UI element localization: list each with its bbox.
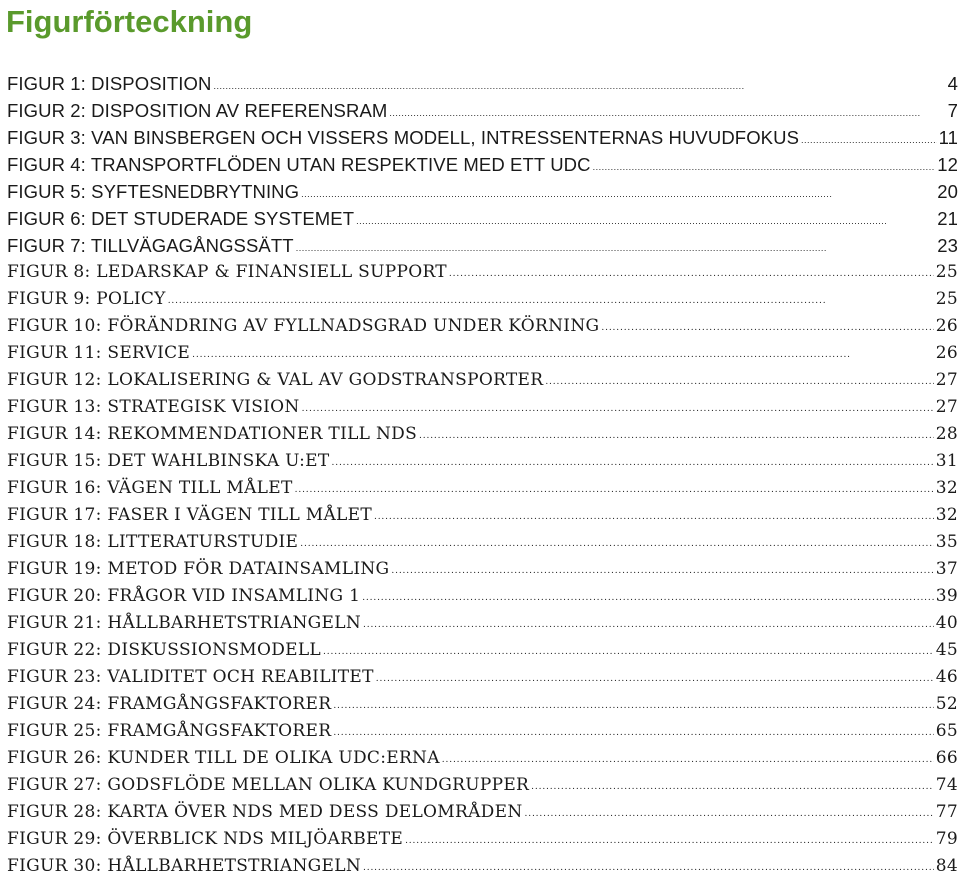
dot-leader	[302, 396, 934, 423]
toc-entry[interactable]	[7, 637, 958, 664]
toc-entry[interactable]	[7, 583, 958, 610]
dot-leader	[389, 100, 942, 127]
toc-entry-page-number: 32	[935, 505, 958, 526]
toc-entry-page-number: 7	[947, 100, 958, 122]
toc-entry[interactable]	[7, 826, 958, 853]
dot-leader	[525, 801, 934, 828]
toc-entry-label: FIGUR 30: HÅLLBARHETSTRIANGELN	[7, 856, 362, 877]
toc-entry[interactable]	[7, 70, 958, 97]
toc-entry-page-number: 28	[935, 424, 958, 445]
toc-entry-label: FIGUR 16: VÄGEN TILL MÅLET	[7, 478, 293, 499]
toc-entry-label: FIGUR 10: FÖRÄNDRING AV FYLLNADSGRAD UNDER KÖRNING	[7, 316, 600, 337]
toc-entry-page-number: 25	[935, 289, 958, 310]
dot-leader	[376, 666, 934, 693]
toc-entry-label: FIGUR 4: TRANSPORTFLÖDEN UTAN RESPEKTIVE MED ETT UDC	[7, 154, 591, 176]
dot-leader	[301, 181, 935, 208]
toc-entry[interactable]	[7, 205, 958, 232]
dot-leader	[323, 639, 934, 666]
toc-entry-page-number: 4	[947, 73, 958, 94]
toc-entry-page-number: 31	[935, 451, 958, 472]
dot-leader	[545, 369, 933, 396]
dot-leader	[362, 585, 934, 612]
toc-entry-page-number: 40	[935, 613, 958, 634]
toc-entry-page-number: 45	[935, 640, 958, 661]
toc-entry-label: FIGUR 9: POLICY	[7, 289, 166, 310]
toc-entry-label: FIGUR 1: DISPOSITION	[7, 73, 212, 94]
toc-entry[interactable]	[7, 772, 958, 799]
toc-entry-page-number: 66	[935, 748, 958, 769]
toc-entry-label: FIGUR 22: DISKUSSIONSMODELL	[7, 640, 322, 661]
dot-leader	[296, 235, 936, 262]
dot-leader	[363, 612, 934, 639]
toc-entry-label: FIGUR 8: LEDARSKAP & FINANSIELL SUPPORT	[7, 262, 447, 283]
toc-entry-page-number: 20	[937, 181, 958, 203]
toc-entry[interactable]	[7, 610, 958, 637]
toc-entry-page-number: 12	[937, 154, 958, 176]
toc-entry-label: FIGUR 27: GODSFLÖDE MELLAN OLIKA KUNDGRUPPER	[7, 775, 530, 796]
dot-leader	[593, 154, 936, 181]
toc-entry-label: FIGUR 28: KARTA ÖVER NDS MED DESS DELOMRÅDEN	[7, 802, 523, 823]
toc-entry[interactable]	[7, 421, 958, 448]
toc-entry[interactable]	[7, 448, 958, 475]
toc-entry-label: FIGUR 5: SYFTESNEDBRYTNING	[7, 181, 300, 203]
toc-entry-page-number: 21	[937, 208, 958, 230]
toc-entry-page-number: 39	[935, 586, 958, 607]
toc-entry-page-number: 74	[935, 775, 958, 796]
toc-entry-page-number: 84	[935, 856, 958, 877]
dot-leader	[374, 504, 934, 531]
toc-entry-label: FIGUR 14: REKOMMENDATIONER TILL NDS	[7, 424, 418, 445]
toc-entry[interactable]	[7, 664, 958, 691]
dot-leader	[192, 342, 934, 369]
dot-leader	[356, 208, 935, 235]
toc-entry-label: FIGUR 7: TILLVÄGAGÅNGSSÄTT	[7, 235, 294, 257]
toc-entry-label: FIGUR 11: SERVICE	[7, 343, 191, 364]
toc-entry-label: FIGUR 21: HÅLLBARHETSTRIANGELN	[7, 613, 362, 634]
toc-entry[interactable]	[7, 529, 958, 556]
toc-entry-page-number: 46	[935, 667, 958, 688]
toc-entry[interactable]	[7, 151, 958, 178]
toc-entry[interactable]	[7, 718, 958, 745]
toc-entry[interactable]	[7, 556, 958, 583]
toc-entry[interactable]	[7, 745, 958, 772]
dot-leader	[168, 288, 934, 315]
toc-entry-label: FIGUR 25: FRAMGÅNGSFAKTORER	[7, 721, 332, 742]
figure-list	[7, 70, 958, 880]
dot-leader	[332, 450, 934, 477]
dot-leader	[801, 127, 937, 154]
toc-entry[interactable]	[7, 799, 958, 826]
toc-entry-label: FIGUR 2: DISPOSITION AV REFERENSRAM	[7, 100, 388, 122]
toc-entry-page-number: 27	[935, 397, 958, 418]
toc-entry[interactable]	[7, 853, 958, 880]
toc-entry[interactable]	[7, 97, 958, 124]
dot-leader	[391, 558, 933, 585]
dot-leader	[449, 261, 934, 288]
toc-entry-page-number: 32	[935, 478, 958, 499]
toc-entry[interactable]	[7, 367, 958, 394]
toc-entry-label: FIGUR 24: FRAMGÅNGSFAKTORER	[7, 694, 332, 715]
toc-entry[interactable]	[7, 286, 958, 313]
toc-entry[interactable]	[7, 691, 958, 718]
toc-entry-page-number: 35	[935, 532, 958, 553]
toc-entry-label: FIGUR 26: KUNDER TILL DE OLIKA UDC:ERNA	[7, 748, 440, 769]
toc-entry-label: FIGUR 15: DET WAHLBINSKA U:ET	[7, 451, 330, 472]
toc-entry-page-number: 25	[935, 262, 958, 283]
dot-leader	[214, 73, 943, 100]
dot-leader	[363, 855, 934, 882]
toc-entry-page-number: 27	[935, 370, 958, 391]
toc-entry-label: FIGUR 18: LITTERATURSTUDIE	[7, 532, 299, 553]
toc-entry-page-number: 77	[935, 802, 958, 823]
toc-entry-label: FIGUR 29: ÖVERBLICK NDS MILJÖARBETE	[7, 829, 404, 850]
toc-entry-page-number: 23	[937, 235, 958, 257]
toc-entry-label: FIGUR 12: LOKALISERING & VAL AV GODSTRANSPORTER	[7, 370, 544, 391]
toc-entry-label: FIGUR 17: FASER I VÄGEN TILL MÅLET	[7, 505, 372, 526]
dot-leader	[300, 531, 933, 558]
toc-entry[interactable]	[7, 475, 958, 502]
toc-entry-page-number: 79	[935, 829, 958, 850]
toc-entry-label: FIGUR 23: VALIDITET OCH REABILITET	[7, 667, 374, 688]
toc-entry-page-number: 26	[935, 316, 958, 337]
toc-entry-label: FIGUR 3: VAN BINSBERGEN OCH VISSERS MODELL, INTRESSENTERNAS HUVUDFOKUS	[7, 127, 800, 149]
toc-entry[interactable]	[7, 259, 958, 286]
dot-leader	[333, 720, 933, 747]
dot-leader	[295, 477, 934, 504]
toc-entry-label: FIGUR 6: DET STUDERADE SYSTEMET	[7, 208, 355, 230]
dot-leader	[601, 315, 933, 342]
toc-entry[interactable]	[7, 178, 958, 205]
dot-leader	[333, 693, 933, 720]
toc-entry-page-number: 26	[935, 343, 958, 364]
dot-leader	[442, 747, 934, 774]
toc-entry-label: FIGUR 13: STRATEGISK VISION	[7, 397, 300, 418]
toc-entry-page-number: 11	[938, 127, 958, 149]
page-title: Figurförteckning	[6, 4, 253, 39]
toc-entry[interactable]	[7, 340, 958, 367]
toc-entry-page-number: 65	[935, 721, 958, 742]
toc-entry-label: FIGUR 19: METOD FÖR DATAINSAMLING	[7, 559, 390, 580]
toc-entry[interactable]	[7, 232, 958, 259]
toc-entry[interactable]	[7, 502, 958, 529]
dot-leader	[531, 774, 934, 801]
toc-entry[interactable]	[7, 313, 958, 340]
toc-entry-page-number: 37	[935, 559, 958, 580]
toc-entry[interactable]	[7, 394, 958, 421]
toc-entry-label: FIGUR 20: FRÅGOR VID INSAMLING 1	[7, 586, 361, 607]
toc-entry-page-number: 52	[935, 694, 958, 715]
toc-entry[interactable]	[7, 124, 958, 151]
dot-leader	[419, 423, 934, 450]
dot-leader	[405, 828, 934, 855]
